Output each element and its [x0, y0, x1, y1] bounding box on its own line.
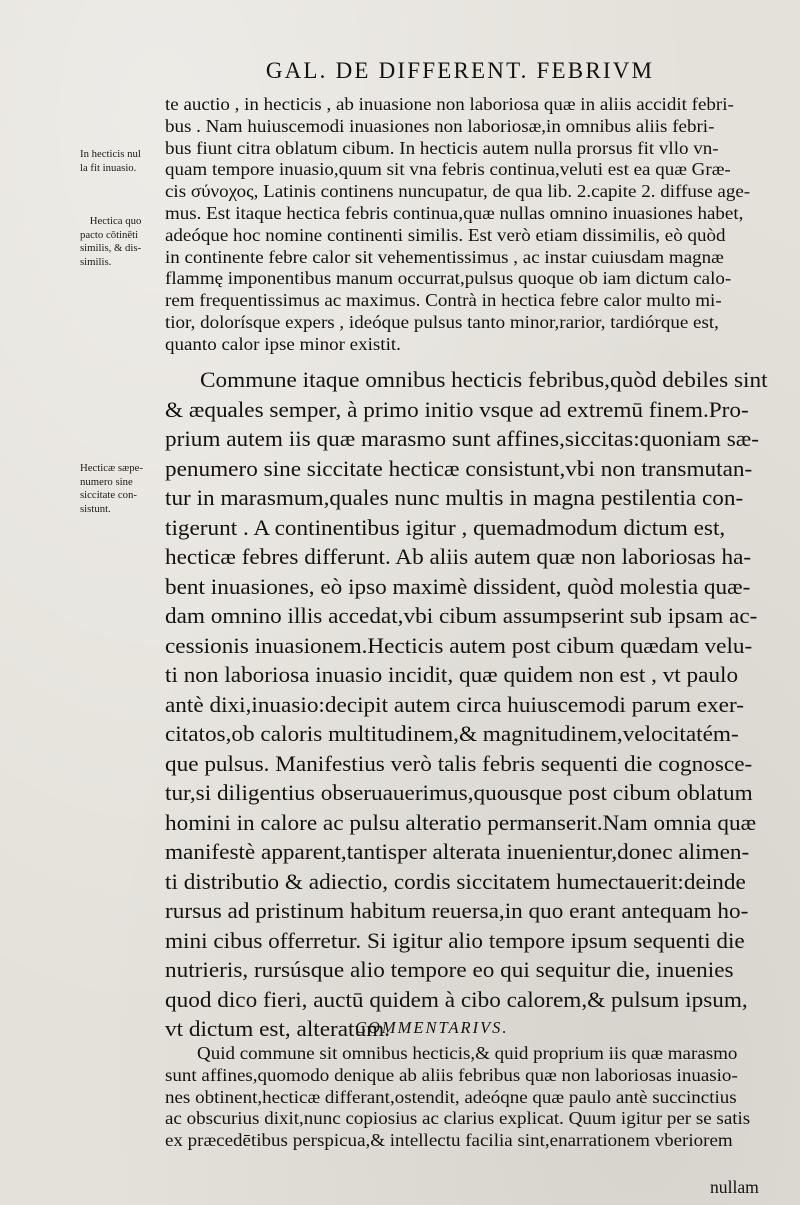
text-line: tur,si diligentius obseruauerimus,quousque post cibum oblatum: [165, 780, 753, 805]
running-header: GAL. DE DIFFERENT. FEBRIVM: [265, 58, 655, 83]
text-line: quam tempore inuasio,quum sit vna febris continua,veluti est ea quæ Græ-: [165, 159, 731, 180]
text-line: ti non laboriosa inuasio incidit, quæ quidem non est , vt paulo: [165, 662, 739, 687]
text-line: Commune itaque omnibus hecticis febribus,quòd debiles sint: [199, 367, 768, 392]
margin-note-line: siccitate con-: [80, 489, 137, 501]
text-line: hecticæ febres differunt. Ab aliis autem quæ non laboriosas ha-: [165, 544, 752, 569]
text-line: citatos,ob caloris multitudinem,& magnitudinem,velocitatém-: [165, 721, 739, 746]
text-line: quod dico fieri, auctū quidem à cibo calorem,& pulsum ipsum,: [165, 986, 748, 1012]
text-line: penumero sine siccitate hecticæ consistunt,vbi non transmutan-: [165, 455, 753, 481]
text-block-commentary: [165, 1043, 751, 1152]
text-line: bus fiunt citra oblatum cibum. In hecticis autem nulla prorsus fit vllo vn-: [165, 137, 719, 158]
text-line: nes obtinent,hecticæ differant,ostendit, adeóqne quæ paulo antè succinctius: [165, 1086, 737, 1107]
text-line: Quid commune sit omnibus hecticis,& quid proprium iis quæ marasmo: [197, 1043, 738, 1063]
margin-note-line: pacto cōtinēti: [80, 228, 139, 241]
text-line: flammę imponentibus manum occurrat,pulsus quoque ob iam dictum calo-: [165, 268, 732, 289]
text-line: in continente febre calor sit vehementissimus , ac instar cuiusdam magnæ: [165, 246, 724, 267]
text-line: nutrieris, rursúsque alio tempore eo qui sequitur die, inuenies: [165, 957, 734, 982]
text-line: cessionis inuasionem.Hecticis autem post cibum quædam velu-: [165, 632, 753, 658]
text-line: mus. Est itaque hectica febris continua,quæ nullas omnino inuasiones habet,: [165, 202, 744, 223]
text-line: quanto calor ipse minor existit.: [165, 333, 401, 354]
text-block-top: [165, 94, 751, 356]
text-line: adeóque hoc nomine continenti similis. Est verò etiam dissimilis, eò quòd: [165, 224, 726, 245]
text-line: ex præcedētibus perspicua,& intellectu facilia sint,enarrationem vberiorem: [165, 1130, 733, 1151]
text-line: que pulsus. Manifestius verò talis febris sequenti die cognosce-: [165, 750, 753, 776]
margin-note: [80, 215, 164, 269]
text-line: tur in marasmum,quales nunc multis in magna pestilentia con-: [165, 485, 744, 510]
text-line: tigerunt . A continentibus igitur , quemadmodum dictum est,: [165, 514, 726, 540]
text-line: manifestè apparent,tantisper alterata inuenientur,donec alimen-: [165, 839, 750, 864]
text-line: & æquales semper, à primo initio vsque ad extremū finem.Pro-: [165, 396, 749, 422]
margin-note: [80, 148, 164, 175]
margin-note-line: Hecticæ sæpe-: [80, 462, 143, 474]
text-line: homini in calore ac pulsu alteratio permanserit.Nam omnia quæ: [165, 809, 757, 835]
margin-note-line: similis.: [80, 255, 112, 268]
text-line: bent inuasiones, eò ipso maximè dissident, quòd molestia quæ-: [165, 573, 751, 599]
text-line: mini cibus offerretur. Si igitur alio tempore ipsum sequenti die: [165, 927, 745, 953]
text-line: antè dixi,inuasio:decipit autem circa huiuscemodi parum exer-: [165, 691, 744, 717]
text-line: cis σύνοχος, Latinis continens nuncupatur, de qua lib. 2.capite 2. diffuse age-: [165, 181, 751, 202]
commentary-heading: COMMENTARIVS.: [355, 1018, 509, 1037]
text-block-main: [165, 365, 768, 1044]
text-line: prium autem iis quæ marasmo sunt affines,siccitas:quoniam sæ-: [165, 426, 759, 451]
text-line: sunt affines,quomodo denique ab aliis febribus quæ non laboriosas inuasio-: [165, 1064, 738, 1085]
text-line: ac obscurius dixit,nunc copiosius ac clarius explicat. Quum igitur per se satis: [165, 1108, 751, 1129]
text-line: rem frequentissimus ac maximus. Contrà in hectica febre calor multo mi-: [165, 290, 722, 311]
text-line: te auctio , in hecticis , ab inuasione non laboriosa quæ in aliis accidit febri-: [165, 94, 734, 114]
margin-note-line: In hecticis nul: [80, 148, 141, 160]
text-line: vt dictum est, alteratum.: [165, 1016, 390, 1041]
text-line: rursus ad pristinum habitum reuersa,in quo erant antequam ho-: [165, 898, 749, 923]
margin-note: [80, 462, 164, 516]
margin-note-line: similis, & dis-: [80, 242, 142, 254]
margin-note-line: sistunt.: [80, 502, 111, 515]
margin-note-line: la fit inuasio.: [80, 161, 137, 174]
margin-note-line: numero sine: [80, 475, 133, 488]
margin-note-line: Hectica quo: [89, 215, 142, 227]
text-line: tior, dolorísque expers , ideóque pulsus tanto minor,rarior, tardiórque est,: [165, 311, 719, 332]
text-line: ti distributio & adiectio, cordis siccitatem humectauerit:deinde: [165, 868, 746, 894]
catchword: nullam: [710, 1177, 759, 1197]
text-line: bus . Nam huiuscemodi inuasiones non laboriosæ,in omnibus aliis febri-: [165, 115, 715, 136]
text-line: dam omnino illis accedat,vbi cibum assumpserint sub ipsam ac-: [165, 603, 758, 628]
